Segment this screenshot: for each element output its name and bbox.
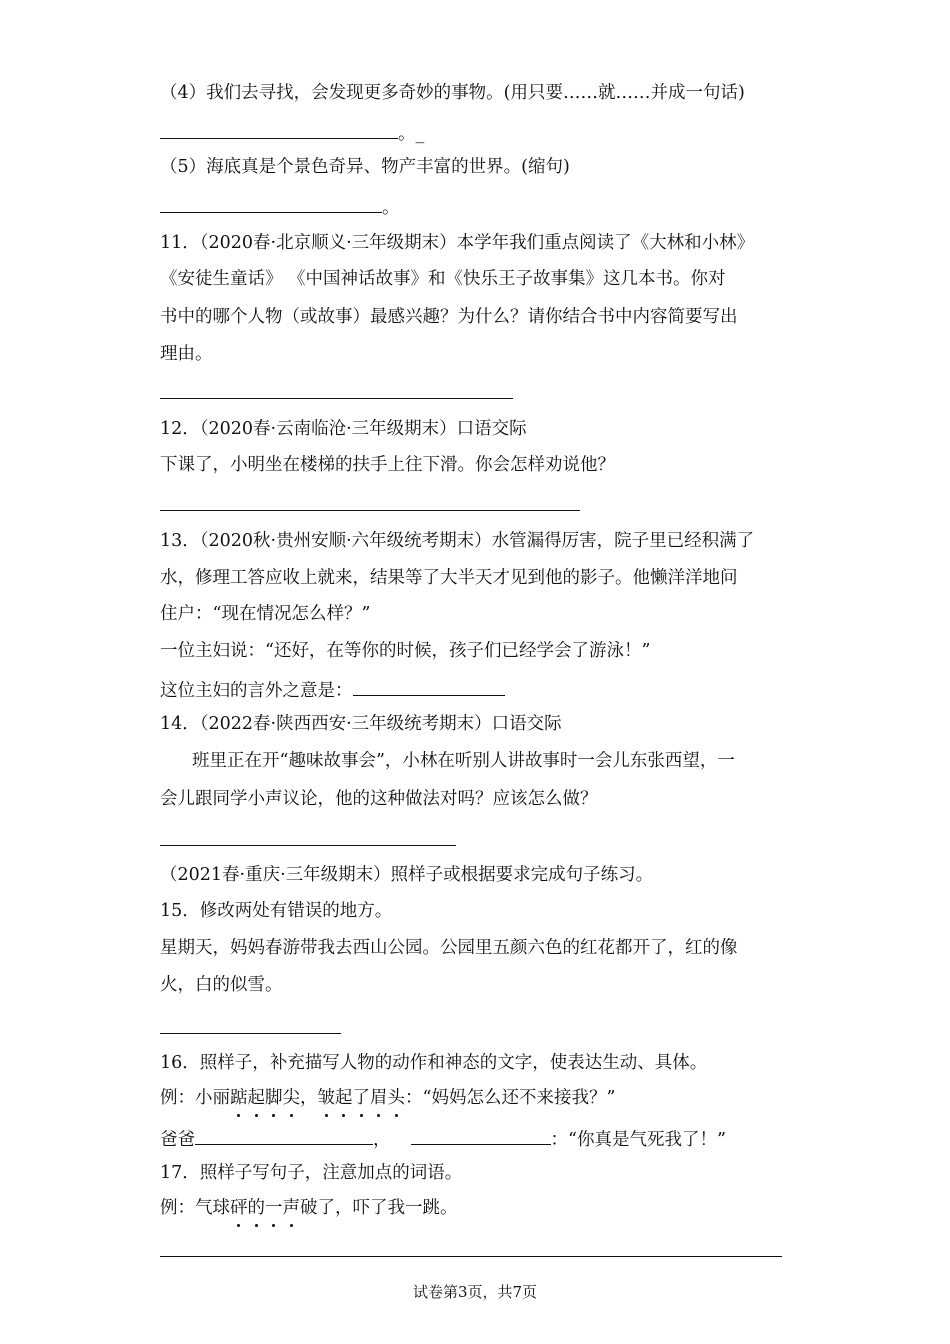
q10-s4-answer-line — [160, 118, 424, 147]
answer-blank[interactable] — [160, 118, 398, 139]
q14-line-3: 会儿跟同学小声议论，他的这种做法对吗？应该怎么做？ — [160, 789, 598, 809]
answer-blank[interactable] — [195, 1124, 373, 1145]
q14-answer-line[interactable] — [160, 845, 456, 846]
section-intro: （2021春·重庆·三年级期末）照样子或根据要求完成句子练习。 — [160, 865, 654, 885]
q12-answer-line[interactable] — [160, 510, 580, 511]
q10-s4-end: 。_ — [398, 124, 425, 144]
q17-dotted: 砰的一声 — [230, 1198, 300, 1218]
q11-line-1: 11．（2020春·北京顺义·三年级期末）本学年我们重点阅读了《大林和小林》 — [160, 233, 755, 253]
q15-line-2: 星期天，妈妈春游带我去西山公园。公园里五颜六色的红花都开了，红的像 — [160, 938, 738, 958]
q16-example — [160, 1085, 615, 1111]
q17-example — [160, 1195, 458, 1221]
q14-line-1: 14．（2022春·陕西西安·三年级统考期末）口语交际 — [160, 714, 562, 734]
q13-line-3: 住户：“现在情况怎么样？” — [160, 604, 371, 624]
q12-line-1: 12．（2020春·云南临沧·三年级期末）口语交际 — [160, 419, 527, 439]
q17-example-prefix: 例：气球 — [160, 1198, 230, 1218]
q13-line-1: 13．（2020秋·贵州安顺·六年级统考期末）水管漏得厉害，院子里已经积满了 — [160, 531, 755, 551]
q13-line-4: 一位主妇说：“还好，在等你的时候，孩子们已经学会了游泳！” — [160, 641, 651, 661]
q16-fill-suffix: ：“你真是气死我了！” — [550, 1130, 726, 1150]
q16-dotted-1: 踮起脚尖 — [230, 1088, 300, 1108]
answer-blank[interactable] — [411, 1124, 551, 1145]
q16-example-prefix: 例：小丽 — [160, 1088, 230, 1108]
q11-line-2: 《安徒生童话》 《中国神话故事》和《快乐王子故事集》这几本书。你对 — [160, 269, 726, 289]
q11-answer-line[interactable] — [160, 398, 513, 399]
answer-blank[interactable] — [353, 675, 505, 696]
q14-line-2: 班里正在开“趣味故事会”，小林在听别人讲故事时一会儿东张西望，一 — [192, 751, 735, 771]
q16-fill-sep: ， — [373, 1130, 391, 1150]
q16-fill-line — [160, 1124, 726, 1153]
q15-line-3: 火，白的似雪。 — [160, 975, 283, 995]
q10-s4-prompt: （4）我们去寻找，会发现更多奇妙的事物。(用只要……就……并成一句话) — [160, 83, 745, 103]
q11-line-4: 理由。 — [160, 344, 213, 364]
q17-line-1: 17．照样子写句子，注意加点的词语。 — [160, 1163, 463, 1183]
q16-example-suffix: ：“妈妈怎么还不来接我？” — [405, 1088, 616, 1108]
q10-s5-end: 。 — [382, 198, 400, 218]
q13-line-5 — [160, 675, 505, 704]
q10-s5-prompt: （5）海底真是个景色奇异、物产丰富的世界。(缩句) — [160, 157, 570, 177]
q12-line-2: 下课了，小明坐在楼梯的扶手上往下滑。你会怎样劝说他？ — [160, 455, 615, 475]
q17-answer-line[interactable] — [160, 1256, 782, 1257]
page-footer: 试卷第3页，共7页 — [412, 1283, 538, 1301]
q13-prompt: 这位主妇的言外之意是： — [160, 681, 353, 701]
q15-answer-line[interactable] — [160, 1033, 341, 1034]
q13-line-2: 水，修理工答应收上就来，结果等了大半天才见到他的影子。他懒洋洋地问 — [160, 568, 738, 588]
q17-example-suffix: 破了，吓了我一跳。 — [300, 1198, 458, 1218]
q16-example-mid: ， — [300, 1088, 318, 1108]
answer-blank[interactable] — [160, 192, 382, 213]
q15-line-1: 15．修改两处有错误的地方。 — [160, 901, 393, 921]
q10-s5-answer-line — [160, 192, 400, 221]
q16-line-1: 16．照样子，补充描写人物的动作和神态的文字，使表达生动、具体。 — [160, 1053, 708, 1073]
q16-dotted-2: 皱起了眉头 — [318, 1088, 406, 1108]
q11-line-3: 书中的哪个人物（或故事）最感兴趣？为什么？请你结合书中内容简要写出 — [160, 307, 738, 327]
q16-fill-prefix: 爸爸 — [160, 1130, 195, 1150]
